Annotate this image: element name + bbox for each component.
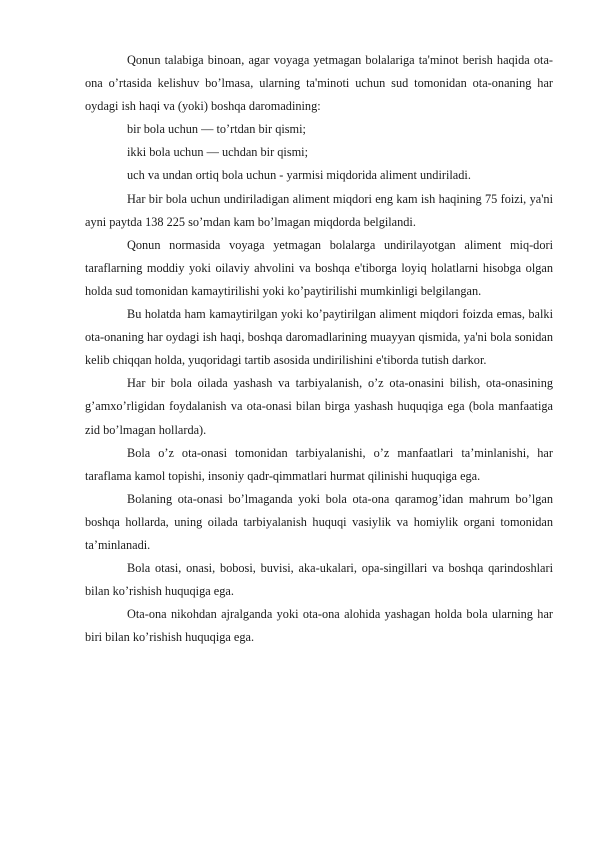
paragraph-two-children-share: ikki bola uchun — uchdan bir qismi;: [127, 145, 309, 160]
paragraph-amount-adjustment: Qonun normasida voyaga yetmagan bolalarga undirilayotgan aliment miq-dori taraflarning moddiy yoki oilaviy ahvolini va boshqa e'tiborga loyiq holatlarni hisobga olgan holda sud tomonidan kamaytirilishi yoki ko’paytirilishi mumkinligi belgilangan.: [85, 237, 553, 298]
paragraph-right-to-see-relatives: Bola otasi, onasi, bobosi, buvisi, aka-ukalari, opa-singillari va boshqa qarindoshlari bilan ko’rishish huquqiga ega.: [85, 561, 553, 599]
paragraph-one-child-share: bir bola uchun — to’rtdan bir qismi;: [127, 122, 306, 137]
paragraph-right-to-family: Har bir bola oilada yashash va tarbiyalanish, o’z ota-onasini bilish, ota-onasining g’amxo’rligidan foydalanish va ota-onasi bilan birga yashash huquqiga ega (bola manfaatiga zid bo’lmagan hollarda).: [85, 376, 553, 437]
paragraph-child-support-rule: Qonun talabiga binoan, agar voyaga yetmagan bolalariga ta'minot berish haqida ota-ona o’rtasida kelishuv bo’lmasa, ularning ta'minoti uchun sud tomonidan ota-onaning har oydagi ish haqi va (yoki) boshqa daromadining:: [85, 53, 553, 114]
paragraph-guardianship: Bolaning ota-onasi bo’lmaganda yoki bola ota-ona qaramog’idan mahrum bo’lgan boshqa hollarda, uning oilada tarbiyalanish huquqi vasiylik va homiylik organi tomonidan ta’minlanadi.: [85, 491, 553, 552]
paragraph-right-to-upbringing: Bola o’z ota-onasi tomonidan tarbiyalanishi, o’z manfaatlari ta’minlanishi, har taraflama kamol topishi, insoniy qadr-qimmatlari hurmat qilinishi huquqiga ega.: [85, 445, 553, 483]
paragraph-three-children-share: uch va undan ortiq bola uchun - yarmisi miqdorida aliment undiriladi.: [127, 168, 471, 183]
document-body: [85, 49, 553, 649]
paragraph-adjusted-amount: Bu holatda ham kamaytirilgan yoki ko’paytirilgan aliment miqdori foizda emas, balki ota-onaning har oydagi ish haqi, boshqa daromadlarining muayyan qismida, ya'ni bola sonidan kelib chiqqan holda, yuqoridagi tartib asosida undirilishini e'tiborda tutish darkor.: [85, 307, 553, 368]
paragraph-divorced-parents: Ota-ona nikohdan ajralganda yoki ota-ona alohida yashagan holda bola ularning har biri bilan ko’rishish huquqiga ega.: [85, 607, 553, 645]
paragraph-minimum-amount: Har bir bola uchun undiriladigan aliment miqdori eng kam ish haqining 75 foizi, ya'ni ayni paytda 138 225 so’mdan kam bo’lmagan miqdorda belgilandi.: [85, 191, 553, 229]
